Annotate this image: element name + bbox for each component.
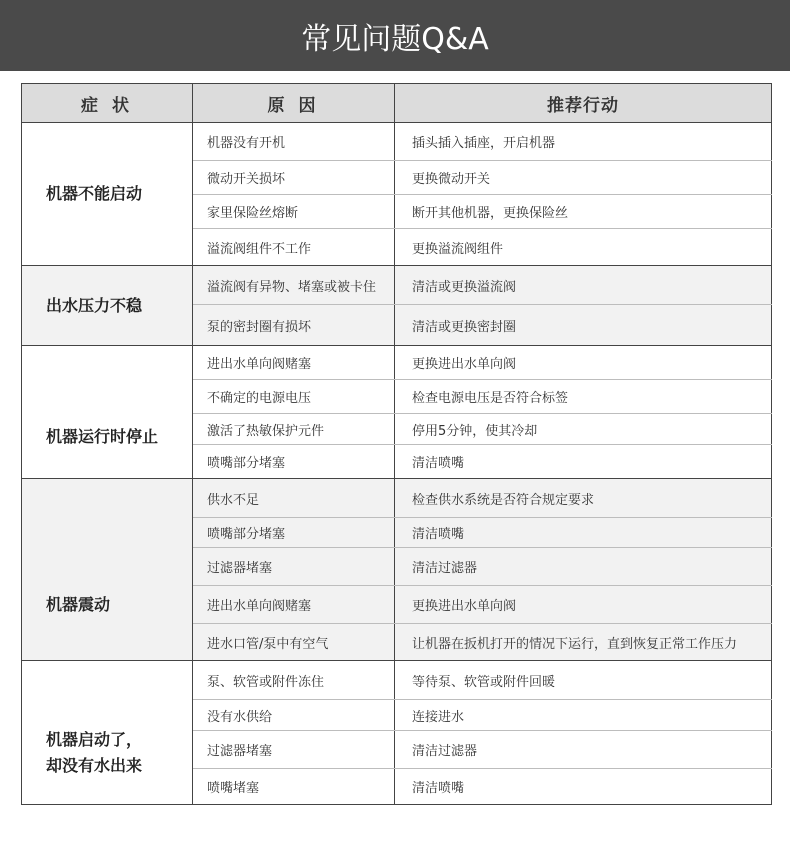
symptom-cell: 出水压力不稳 [22,266,193,346]
action-cell: 清洁过滤器 [395,548,772,586]
cause-cell: 溢流阀组件不工作 [193,229,395,266]
action-cell: 让机器在扳机打开的情况下运行，直到恢复正常工作压力 [395,624,772,661]
cause-cell: 进水口管/泵中有空气 [193,624,395,661]
cause-cell: 微动开关损坏 [193,161,395,195]
table-row [22,479,772,518]
cause-cell: 喷嘴部分堵塞 [193,518,395,548]
table-row [22,346,772,380]
symptom-line: 机器启动了， [46,729,143,749]
column-header-cause: 原 因 [193,84,395,123]
page-title: 常见问题Q&A [301,21,489,57]
action-cell: 清洁喷嘴 [395,445,772,479]
action-cell: 清洁喷嘴 [395,769,772,805]
cause-cell: 激活了热敏保护元件 [193,414,395,445]
page-header [0,0,790,71]
action-cell: 断开其他机器，更换保险丝 [395,195,772,229]
action-cell: 等待泵、软管或附件回暖 [395,661,772,700]
action-cell: 检查电源电压是否符合标签 [395,380,772,414]
cause-cell: 过滤器堵塞 [193,731,395,769]
cause-cell: 机器没有开机 [193,123,395,161]
cause-cell: 供水不足 [193,479,395,518]
cause-cell: 泵的密封圈有损坏 [193,305,395,346]
action-cell: 检查供水系统是否符合规定要求 [395,479,772,518]
symptom-cell: 机器运行时停止 [22,346,193,479]
symptom-cell: 机器不能启动 [22,123,193,266]
action-cell: 清洁过滤器 [395,731,772,769]
cause-cell: 进出水单向阀赌塞 [193,586,395,624]
symptom-cell: 机器震动 [22,479,193,661]
cause-cell: 喷嘴堵塞 [193,769,395,805]
action-cell: 清洁或更换密封圈 [395,305,772,346]
symptom-cell [22,661,193,805]
cause-cell: 过滤器堵塞 [193,548,395,586]
table-row [22,661,772,700]
column-header-action: 推荐行动 [395,84,772,123]
action-cell: 更换微动开关 [395,161,772,195]
cause-cell: 溢流阀有异物、堵塞或被卡住 [193,266,395,305]
cause-cell: 进出水单向阀赌塞 [193,346,395,380]
cause-cell: 泵、软管或附件冻住 [193,661,395,700]
cause-cell: 没有水供给 [193,700,395,731]
faq-table [21,83,772,805]
action-cell: 清洁或更换溢流阀 [395,266,772,305]
table-row [22,266,772,305]
table-row [22,123,772,161]
action-cell: 更换进出水单向阀 [395,586,772,624]
action-cell: 连接进水 [395,700,772,731]
column-header-symptom: 症 状 [22,84,193,123]
cause-cell: 家里保险丝熔断 [193,195,395,229]
action-cell: 清洁喷嘴 [395,518,772,548]
cause-cell: 喷嘴部分堵塞 [193,445,395,479]
cause-cell: 不确定的电源电压 [193,380,395,414]
action-cell: 更换进出水单向阀 [395,346,772,380]
action-cell: 插头插入插座，开启机器 [395,123,772,161]
action-cell: 更换溢流阀组件 [395,229,772,266]
action-cell: 停用5分钟，使其冷却 [395,414,772,445]
table-header-row [22,84,772,123]
symptom-line: 却没有水出来 [46,755,143,775]
